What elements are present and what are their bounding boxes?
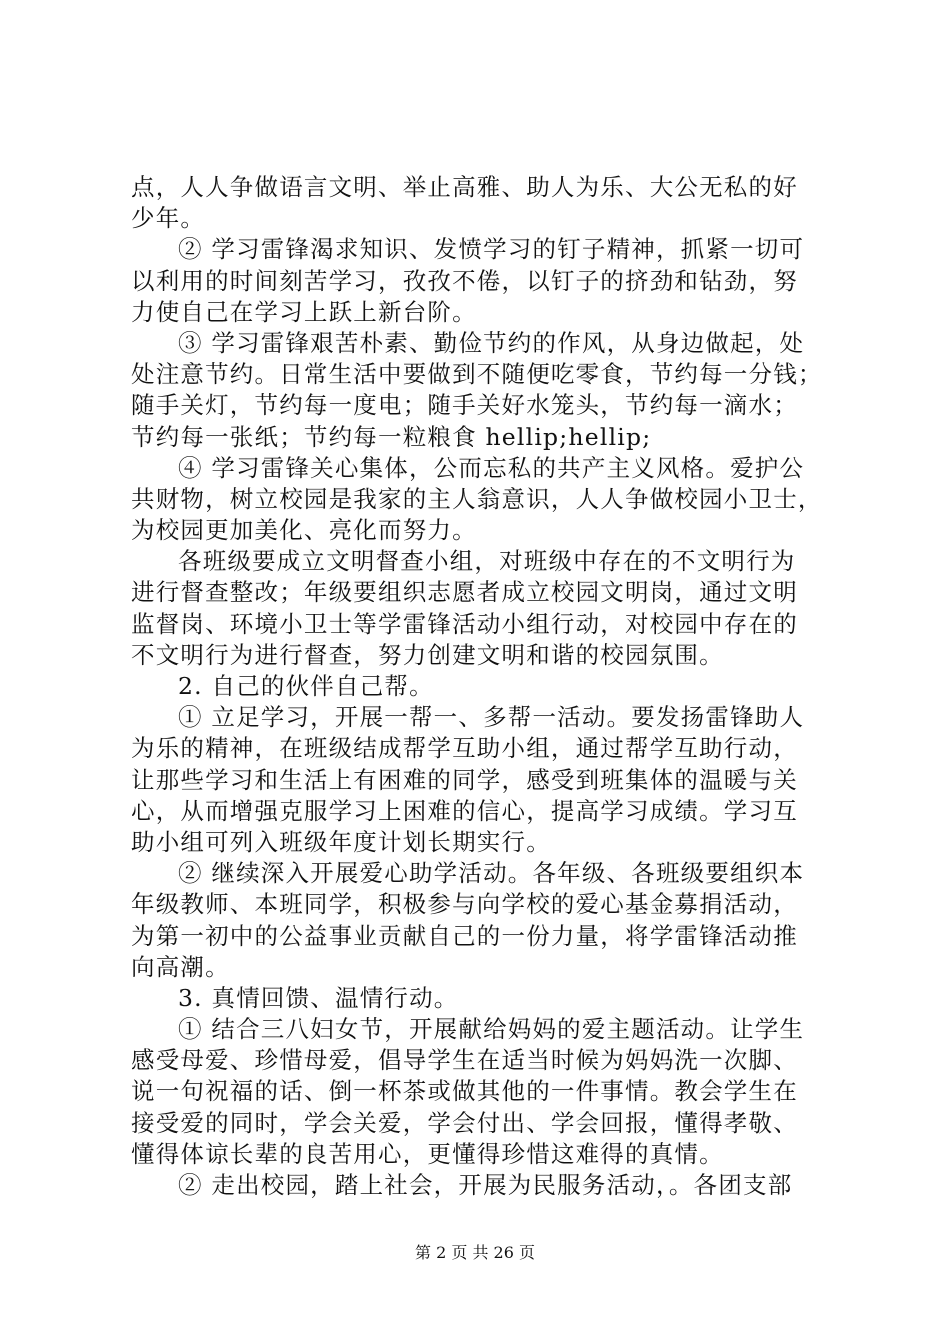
text-line: ④ 学习雷锋关心集体，公而忘私的共产主义风格。爱护公 xyxy=(178,453,805,482)
text-line: 向高潮。 xyxy=(131,952,230,981)
text-line: 感受母爱、珍惜母爱，倡导学生在适当时候为妈妈洗一次脚、 xyxy=(131,1046,798,1075)
page-number-footer: 第 2 页 共 26 页 xyxy=(415,1243,535,1262)
text-line: 说一句祝福的话、倒一杯茶或做其他的一件事情。教会学生在 xyxy=(131,1077,798,1106)
text-line: 接受爱的同时，学会关爱，学会付出、学会回报，懂得孝敬、 xyxy=(131,1108,798,1137)
text-line: 共财物，树立校园是我家的主人翁意识，人人争做校园小卫士， xyxy=(131,484,823,513)
text-line: ② 继续深入开展爱心助学活动。各年级、各班级要组织本 xyxy=(178,859,805,888)
text-line: 助小组可列入班级年度计划长期实行。 xyxy=(131,827,551,856)
text-line: 各班级要成立文明督查小组，对班级中存在的不文明行为 xyxy=(178,547,796,576)
text-line: ② 学习雷锋渴求知识、发愤学习的钉子精神，抓紧一切可 xyxy=(178,235,805,264)
text-line: 点，人人争做语言文明、举止高雅、助人为乐、大公无私的好 xyxy=(131,173,798,201)
text-line: 为第一初中的公益事业贡献自己的一份力量，将学雷锋活动推 xyxy=(131,921,798,950)
text-line: 不文明行为进行督查，努力创建文明和谐的校园氛围。 xyxy=(131,640,724,669)
text-line: 以利用的时间刻苦学习，孜孜不倦，以钉子的挤劲和钻劲，努 xyxy=(131,266,798,295)
text-line: 3. 真情回馈、温情行动。 xyxy=(178,983,459,1012)
document-body xyxy=(131,172,835,1201)
text-line: 节约每一张纸；节约每一粒粮食 hellip;hellip; xyxy=(131,422,652,451)
text-line: 力使自己在学习上跃上新台阶。 xyxy=(131,297,477,326)
text-line: ② 走出校园，踏上社会，开展为民服务活动，。各团支部 xyxy=(178,1171,793,1199)
text-line: 让那些学习和生活上有困难的同学，感受到班集体的温暖与关 xyxy=(131,765,798,794)
text-line: ① 结合三八妇女节，开展献给妈妈的爱主题活动。让学生 xyxy=(178,1015,805,1044)
text-line: 进行督查整改；年级要组织志愿者成立校园文明岗，通过文明 xyxy=(131,578,798,607)
text-line: ③ 学习雷锋艰苦朴素、勤俭节约的作风，从身边做起，处 xyxy=(178,328,805,357)
text-line: 为校园更加美化、亮化而努力。 xyxy=(131,516,477,545)
text-line: 少年。 xyxy=(131,204,206,233)
text-line: 随手关灯，节约每一度电；随手关好水笼头，节约每一滴水； xyxy=(131,391,798,420)
text-line: ① 立足学习，开展一帮一、多帮一活动。要发扬雷锋助人 xyxy=(178,703,805,732)
text-line: 懂得体谅长辈的良苦用心，更懂得珍惜这难得的真情。 xyxy=(131,1139,724,1168)
text-line: 心，从而增强克服学习上困难的信心，提高学习成绩。学习互 xyxy=(131,796,798,825)
text-line: 为乐的精神，在班级结成帮学互助小组，通过帮学互助行动， xyxy=(131,734,798,763)
text-line: 处注意节约。日常生活中要做到不随便吃零食，节约每一分钱； xyxy=(131,360,823,389)
text-line: 年级教师、本班同学，积极参与向学校的爱心基金募捐活动， xyxy=(131,890,798,919)
text-line: 监督岗、环境小卫士等学雷锋活动小组行动，对校园中存在的 xyxy=(131,609,798,638)
text-line: 2. 自己的伙伴自己帮。 xyxy=(178,672,434,700)
